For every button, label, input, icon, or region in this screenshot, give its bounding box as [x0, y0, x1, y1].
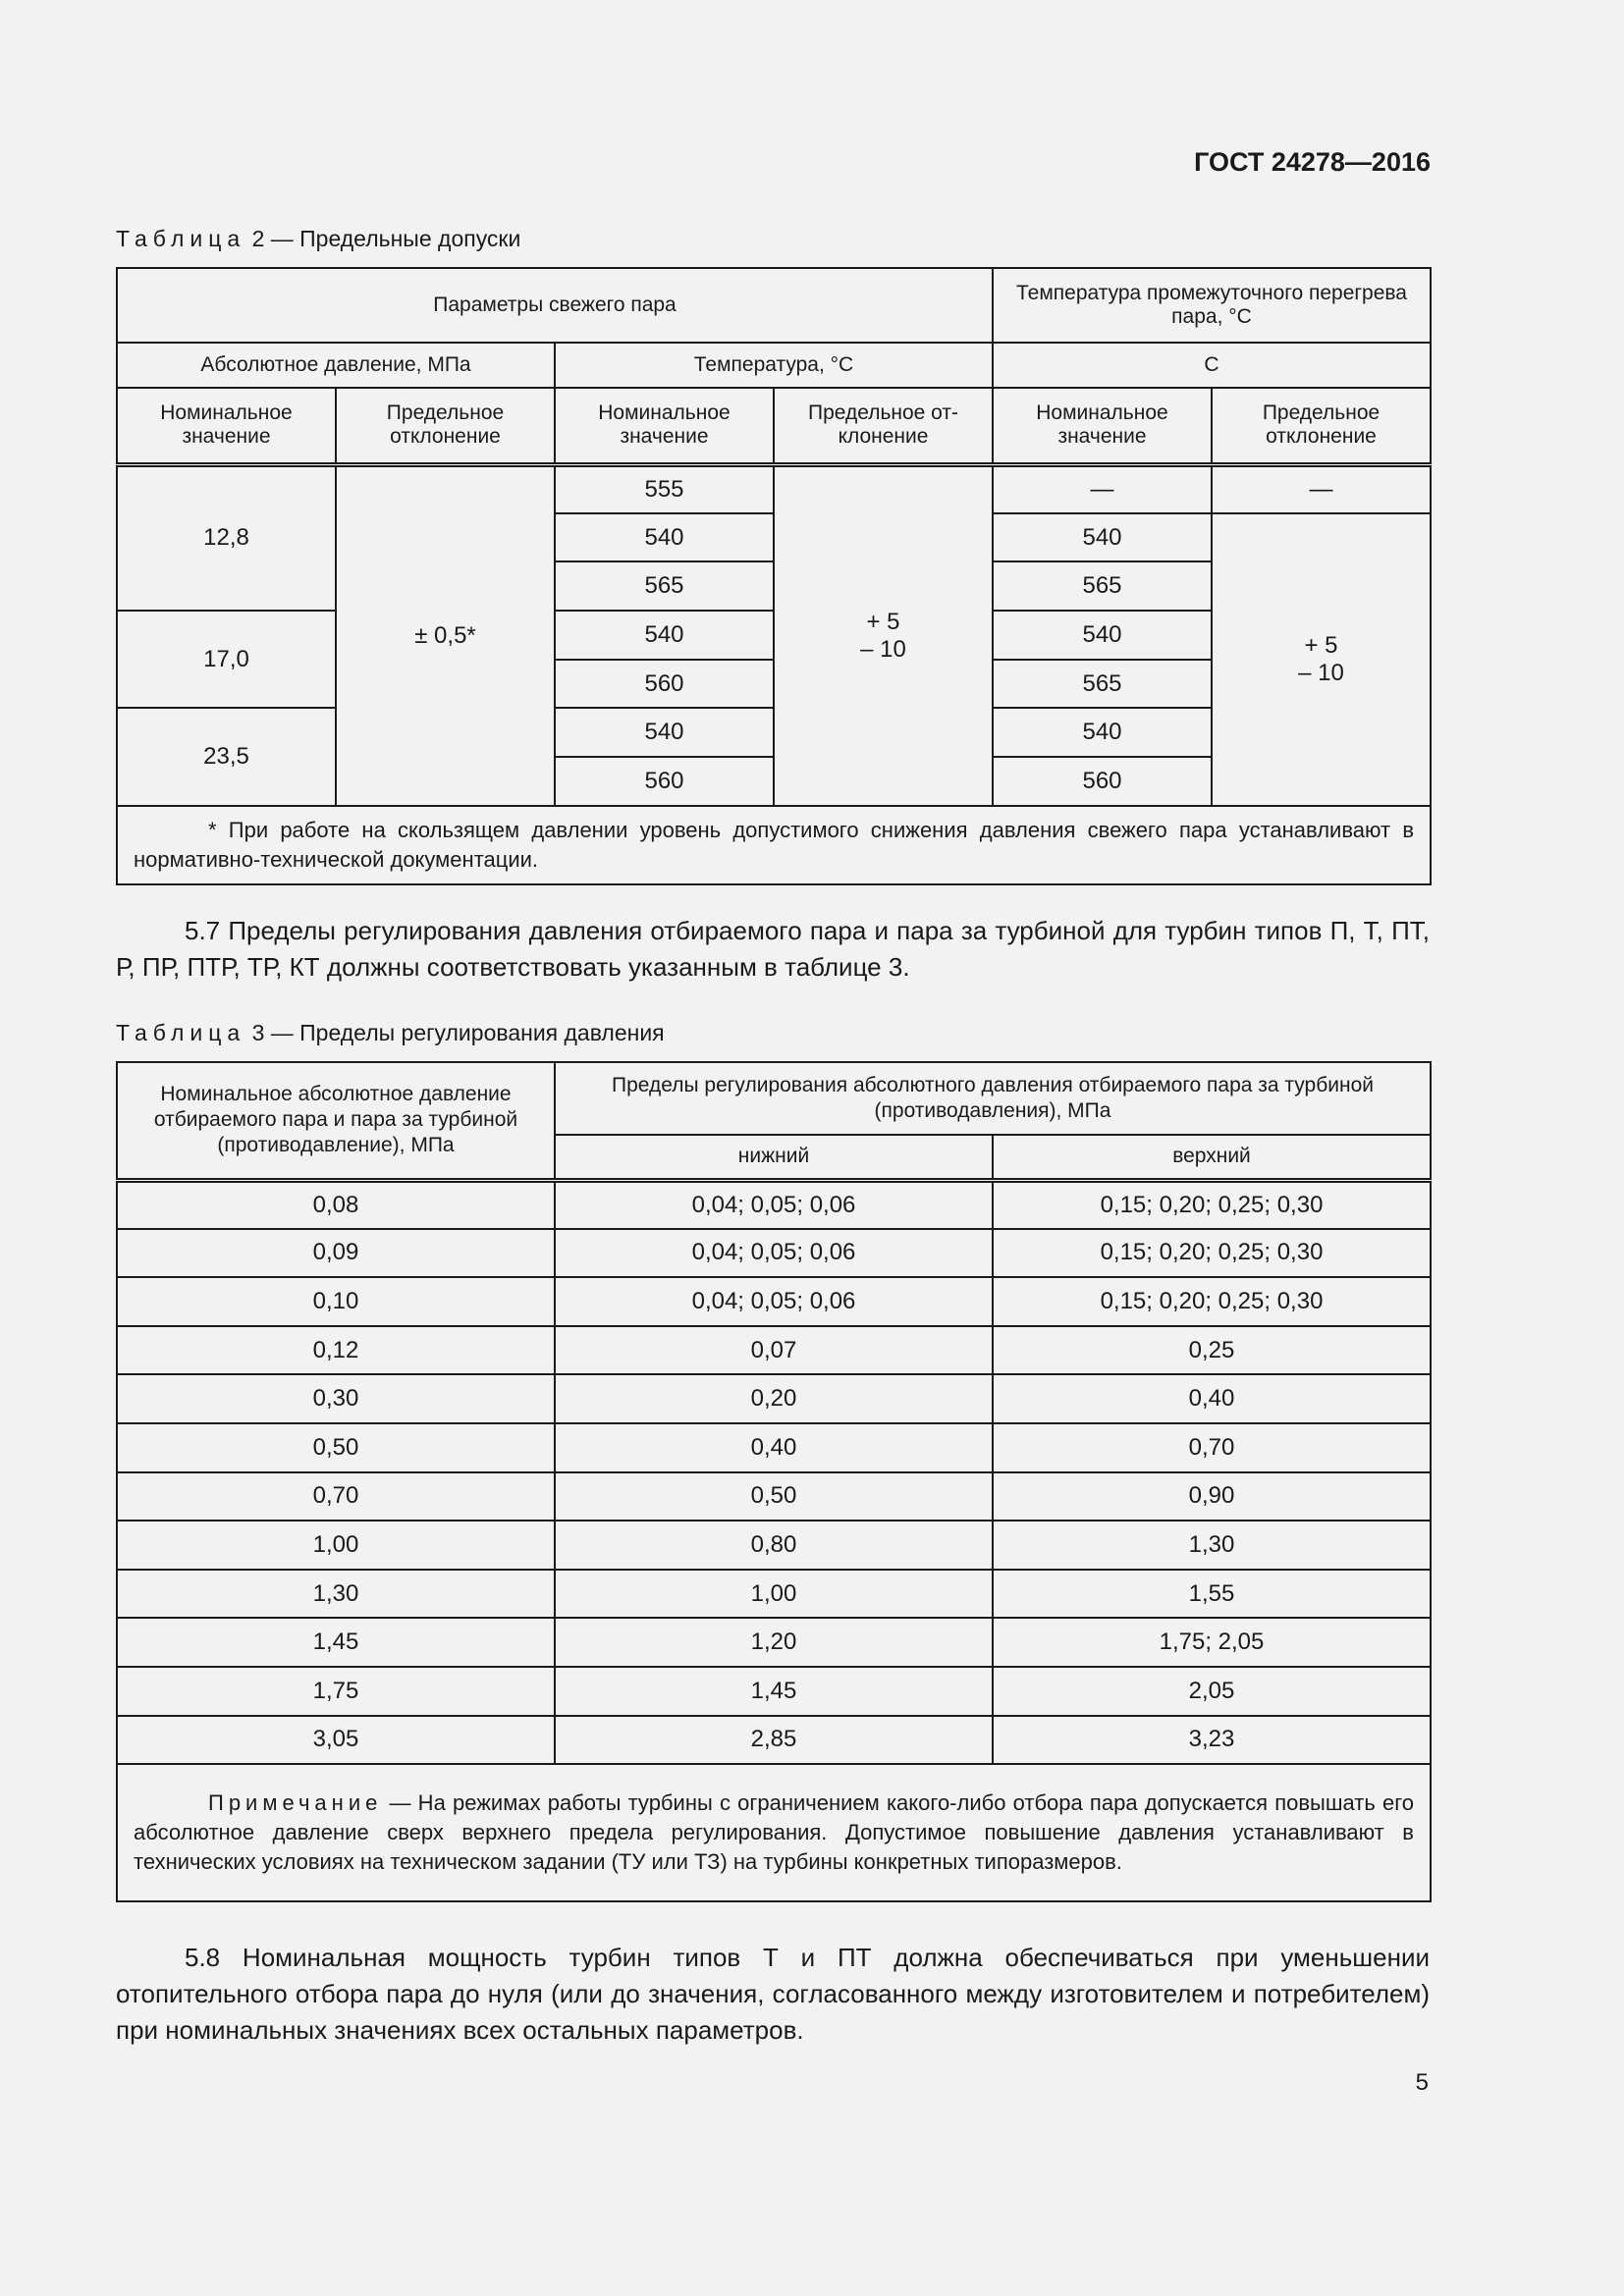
lower-limit-cell: 0,50	[555, 1472, 993, 1522]
nominal-pressure-cell: 1,75	[117, 1667, 555, 1716]
nominal-pressure-cell: 1,45	[117, 1618, 555, 1667]
reheat-deviation-cell	[1212, 513, 1431, 806]
nominal-pressure-cell: 0,30	[117, 1374, 555, 1423]
table3-caption-prefix: Таблица	[116, 1020, 246, 1045]
lower-limit-cell: 1,20	[555, 1618, 993, 1667]
paragraph-5-8-text: 5.8 Номинальная мощность турбин типов Т и ПТ должна обеспечиваться при уменьшении отопительного отбора пара до нуля (или до значения, согласованного между изготовителем и потребителем) при номинальных значениях всех остальных параметров.	[116, 1943, 1430, 2045]
header-nominal-value: Номинальное значение	[555, 388, 774, 464]
nominal-pressure-cell: 3,05	[117, 1716, 555, 1765]
reheat-temperature-cell: —	[993, 464, 1212, 513]
temperature-cell: 540	[555, 611, 774, 660]
nominal-pressure-cell: 0,70	[117, 1472, 555, 1522]
nominal-pressure-cell: 1,30	[117, 1570, 555, 1619]
header-control-limits: Пределы регулирования абсолютного давления отбираемого пара за турбиной (противодавления), МПа	[555, 1062, 1431, 1135]
upper-limit-cell: 3,23	[993, 1716, 1431, 1765]
header-lower: нижний	[555, 1135, 993, 1180]
header-nominal-value: Номинальное значение	[993, 388, 1212, 464]
document-code: ГОСТ 24278—2016	[1194, 147, 1431, 177]
header-temperature: Температура, °С	[555, 343, 993, 388]
lower-limit-cell: 0,07	[555, 1326, 993, 1375]
table-row	[117, 1521, 1431, 1570]
temperature-cell: 540	[555, 513, 774, 562]
lower-limit-cell: 0,04; 0,05; 0,06	[555, 1229, 993, 1278]
header-c: С	[993, 343, 1431, 388]
table-row	[117, 1472, 1431, 1522]
header-fresh-steam: Параметры свежего пара	[117, 268, 993, 343]
lower-limit-cell: 1,00	[555, 1570, 993, 1619]
reheat-temperature-cell: 540	[993, 513, 1212, 562]
deviation-plus: + 5	[866, 608, 900, 635]
upper-limit-cell: 0,90	[993, 1472, 1431, 1522]
lower-limit-cell: 1,45	[555, 1667, 993, 1716]
pressure-deviation-cell: ± 0,5*	[336, 464, 555, 806]
header-limit-deviation: Предельное отклонение	[1212, 388, 1431, 464]
header-nominal-value: Номинальное значение	[117, 388, 336, 464]
header-absolute-pressure: Абсолютное давление, МПа	[117, 343, 555, 388]
deviation-minus: – 10	[860, 635, 906, 663]
reheat-temperature-cell: 540	[993, 708, 1212, 757]
paragraph-5-7	[116, 913, 1430, 986]
lower-limit-cell: 0,04; 0,05; 0,06	[555, 1277, 993, 1326]
pressure-cell: 23,5	[117, 708, 336, 805]
table-row	[117, 1618, 1431, 1667]
table3-body	[117, 1180, 1431, 1764]
nominal-pressure-cell: 0,50	[117, 1423, 555, 1472]
reheat-deviation-cell: —	[1212, 464, 1431, 513]
paragraph-5-8	[116, 1940, 1430, 2049]
table2-footnote-text: * При работе на скользящем давлении уровень допустимого снижения давления свежего пара устанавливают в нормативно-технической документации.	[134, 817, 1415, 872]
upper-limit-cell: 0,40	[993, 1374, 1431, 1423]
nominal-pressure-cell: 0,10	[117, 1277, 555, 1326]
header-nominal-pressure: Номинальное абсолютное давление отбираемого пара и пара за турбиной (противодавление), МПа	[117, 1062, 555, 1180]
upper-limit-cell: 0,15; 0,20; 0,25; 0,30	[993, 1229, 1431, 1278]
table-row	[117, 1229, 1431, 1278]
pressure-cell: 17,0	[117, 611, 336, 708]
reheat-temperature-cell: 560	[993, 757, 1212, 806]
table3-note	[117, 1764, 1431, 1901]
lower-limit-cell: 0,80	[555, 1521, 993, 1570]
reheat-temperature-cell: 565	[993, 561, 1212, 611]
table-row	[117, 1326, 1431, 1375]
table-row	[117, 1423, 1431, 1472]
upper-limit-cell: 0,25	[993, 1326, 1431, 1375]
temperature-cell: 560	[555, 660, 774, 709]
page-number: 5	[1415, 2069, 1429, 2096]
header-limit-deviation: Предельное отклонение	[336, 388, 555, 464]
upper-limit-cell: 0,15; 0,20; 0,25; 0,30	[993, 1180, 1431, 1229]
temperature-cell: 540	[555, 708, 774, 757]
temperature-cell: 560	[555, 757, 774, 806]
nominal-pressure-cell: 0,08	[117, 1180, 555, 1229]
pressure-cell: 12,8	[117, 464, 336, 611]
lower-limit-cell: 0,40	[555, 1423, 993, 1472]
header-limit-deviation: Предельное от-клонение	[774, 388, 993, 464]
upper-limit-cell: 1,75; 2,05	[993, 1618, 1431, 1667]
table2-footnote	[117, 806, 1431, 884]
temperature-cell: 555	[555, 464, 774, 513]
note-text: — На режимах работы турбины с ограничением какого-либо отбора пара допускается повышать его абсолютное давление сверх верхнего предела регулирования. Допустимое повышение давления устанавливают в технических условиях на техническом задании (ТУ или ТЗ) на турбины конкретных типоразмеров.	[134, 1790, 1414, 1875]
table-limit-tolerances	[116, 267, 1432, 885]
table3-caption-title: 3 — Пределы регулирования давления	[245, 1020, 665, 1045]
upper-limit-cell: 1,30	[993, 1521, 1431, 1570]
reheat-temperature-cell: 540	[993, 611, 1212, 660]
table-row	[117, 1570, 1431, 1619]
table3-caption	[116, 1020, 665, 1046]
upper-limit-cell: 0,70	[993, 1423, 1431, 1472]
lower-limit-cell: 0,04; 0,05; 0,06	[555, 1180, 993, 1229]
deviation-minus: – 10	[1298, 659, 1344, 686]
upper-limit-cell: 0,15; 0,20; 0,25; 0,30	[993, 1277, 1431, 1326]
table-row	[117, 1180, 1431, 1229]
upper-limit-cell: 1,55	[993, 1570, 1431, 1619]
temperature-deviation-cell	[774, 464, 993, 806]
nominal-pressure-cell: 0,12	[117, 1326, 555, 1375]
upper-limit-cell: 2,05	[993, 1667, 1431, 1716]
reheat-temperature-cell: 565	[993, 660, 1212, 709]
temperature-cell: 565	[555, 561, 774, 611]
table2-caption	[116, 226, 520, 252]
table-pressure-control-limits	[116, 1061, 1432, 1902]
table-row	[117, 1374, 1431, 1423]
note-label: Примечание	[208, 1790, 383, 1816]
table-row	[117, 1716, 1431, 1765]
table2-caption-title: 2 — Предельные допуски	[245, 226, 521, 251]
nominal-pressure-cell: 1,00	[117, 1521, 555, 1570]
lower-limit-cell: 2,85	[555, 1716, 993, 1765]
header-upper: верхний	[993, 1135, 1431, 1180]
deviation-plus: + 5	[1304, 631, 1338, 659]
table-row	[117, 1667, 1431, 1716]
header-reheat-temperature: Температура промежуточного перегрева пара, °С	[993, 268, 1431, 343]
table2-caption-prefix: Таблица	[116, 226, 246, 251]
table-row	[117, 1277, 1431, 1326]
nominal-pressure-cell: 0,09	[117, 1229, 555, 1278]
lower-limit-cell: 0,20	[555, 1374, 993, 1423]
paragraph-5-7-text: 5.7 Пределы регулирования давления отбираемого пара и пара за турбиной для турбин типов П, Т, ПТ, Р, ПР, ПТР, ТР, КТ должны соответствовать указанным в таблице 3.	[116, 916, 1430, 982]
